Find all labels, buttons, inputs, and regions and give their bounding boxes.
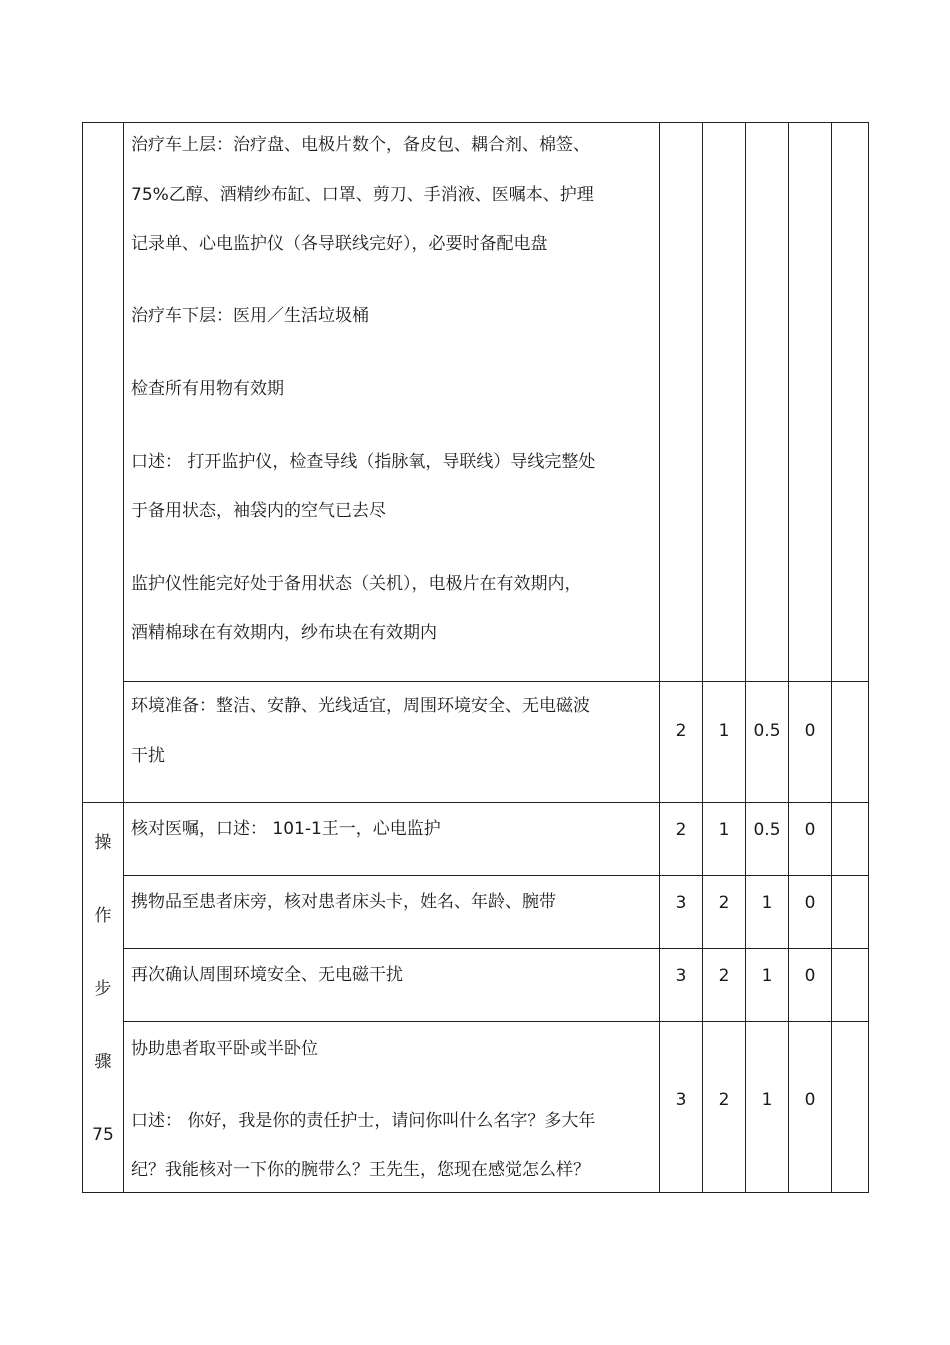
prep-line: 酒精棉球在有效期内，纱布块在有效期内 bbox=[131, 623, 437, 643]
score-cell: 0 bbox=[804, 893, 816, 913]
score-cell: 1 bbox=[761, 1090, 773, 1110]
prep-line: 于备用状态，袖袋内的空气已去尽 bbox=[131, 501, 386, 521]
prep-line: 检查所有用物有效期 bbox=[131, 379, 284, 399]
row-divider bbox=[123, 681, 869, 682]
table-border-top bbox=[82, 122, 869, 123]
column-divider bbox=[702, 122, 703, 1193]
item-text: 携物品至患者床旁，核对患者床头卡，姓名、年龄、腕带 bbox=[131, 892, 556, 912]
prep-line: 口述： 打开监护仪，检查导线（指脉氧，导联线）导线完整处 bbox=[131, 452, 596, 472]
table-border-left bbox=[82, 122, 83, 1193]
item-text: 口述： 你好，我是你的责任护士，请问你叫什么名字？多大年 bbox=[131, 1111, 596, 1131]
score-cell: 1 bbox=[718, 820, 730, 840]
item-text: 再次确认周围环境安全、无电磁干扰 bbox=[131, 965, 403, 985]
score-cell: 2 bbox=[718, 1090, 730, 1110]
column-divider bbox=[745, 122, 746, 1193]
score-cell: 2 bbox=[718, 893, 730, 913]
category-char: 步 bbox=[94, 979, 112, 999]
row-divider bbox=[123, 948, 869, 949]
item-text: 核对医嘱，口述： 101-1王一，心电监护 bbox=[131, 819, 441, 839]
score-cell: 2 bbox=[675, 820, 687, 840]
score-cell: 1 bbox=[718, 721, 730, 741]
score-cell: 3 bbox=[675, 893, 687, 913]
prep-line: 75%乙醇、酒精纱布缸、口罩、剪刀、手消液、医嘱本、护理 bbox=[131, 185, 594, 205]
column-divider bbox=[788, 122, 789, 1193]
score-cell: 2 bbox=[718, 966, 730, 986]
prep-line: 记录单、心电监护仪（各导联线完好），必要时备配电盘 bbox=[131, 234, 548, 254]
category-char: 作 bbox=[94, 906, 112, 926]
score-cell: 0 bbox=[804, 820, 816, 840]
item-text: 环境准备：整洁、安静、光线适宜，周围环境安全、无电磁波 bbox=[131, 696, 590, 716]
prep-line: 治疗车上层：治疗盘、电极片数个，备皮包、耦合剂、棉签、 bbox=[131, 135, 590, 155]
item-text: 协助患者取平卧或半卧位 bbox=[131, 1039, 318, 1059]
score-cell: 3 bbox=[675, 1090, 687, 1110]
score-cell: 1 bbox=[761, 893, 773, 913]
prep-line: 监护仪性能完好处于备用状态（关机），电极片在有效期内， bbox=[131, 574, 582, 594]
table-border-bottom bbox=[82, 1192, 869, 1193]
row-divider bbox=[123, 875, 869, 876]
row-divider bbox=[123, 1021, 869, 1022]
score-cell: 0 bbox=[804, 966, 816, 986]
item-text: 干扰 bbox=[131, 746, 165, 766]
column-divider bbox=[831, 122, 832, 1193]
score-cell: 0.5 bbox=[753, 721, 781, 741]
category-score: 75 bbox=[92, 1125, 114, 1145]
score-cell: 0 bbox=[804, 721, 816, 741]
prep-line: 治疗车下层：医用／生活垃圾桶 bbox=[131, 306, 369, 326]
section-divider bbox=[82, 802, 869, 803]
score-cell: 0 bbox=[804, 1090, 816, 1110]
item-text: 纪？我能核对一下你的腕带么？王先生，您现在感觉怎么样？ bbox=[131, 1160, 590, 1180]
score-cell: 3 bbox=[675, 966, 687, 986]
score-cell: 1 bbox=[761, 966, 773, 986]
score-cell: 0.5 bbox=[753, 820, 781, 840]
category-char: 骤 bbox=[94, 1052, 112, 1072]
column-divider bbox=[659, 122, 660, 1193]
score-cell: 2 bbox=[675, 721, 687, 741]
category-char: 操 bbox=[94, 833, 112, 853]
column-divider bbox=[123, 122, 124, 1193]
table-border-right bbox=[868, 122, 869, 1193]
